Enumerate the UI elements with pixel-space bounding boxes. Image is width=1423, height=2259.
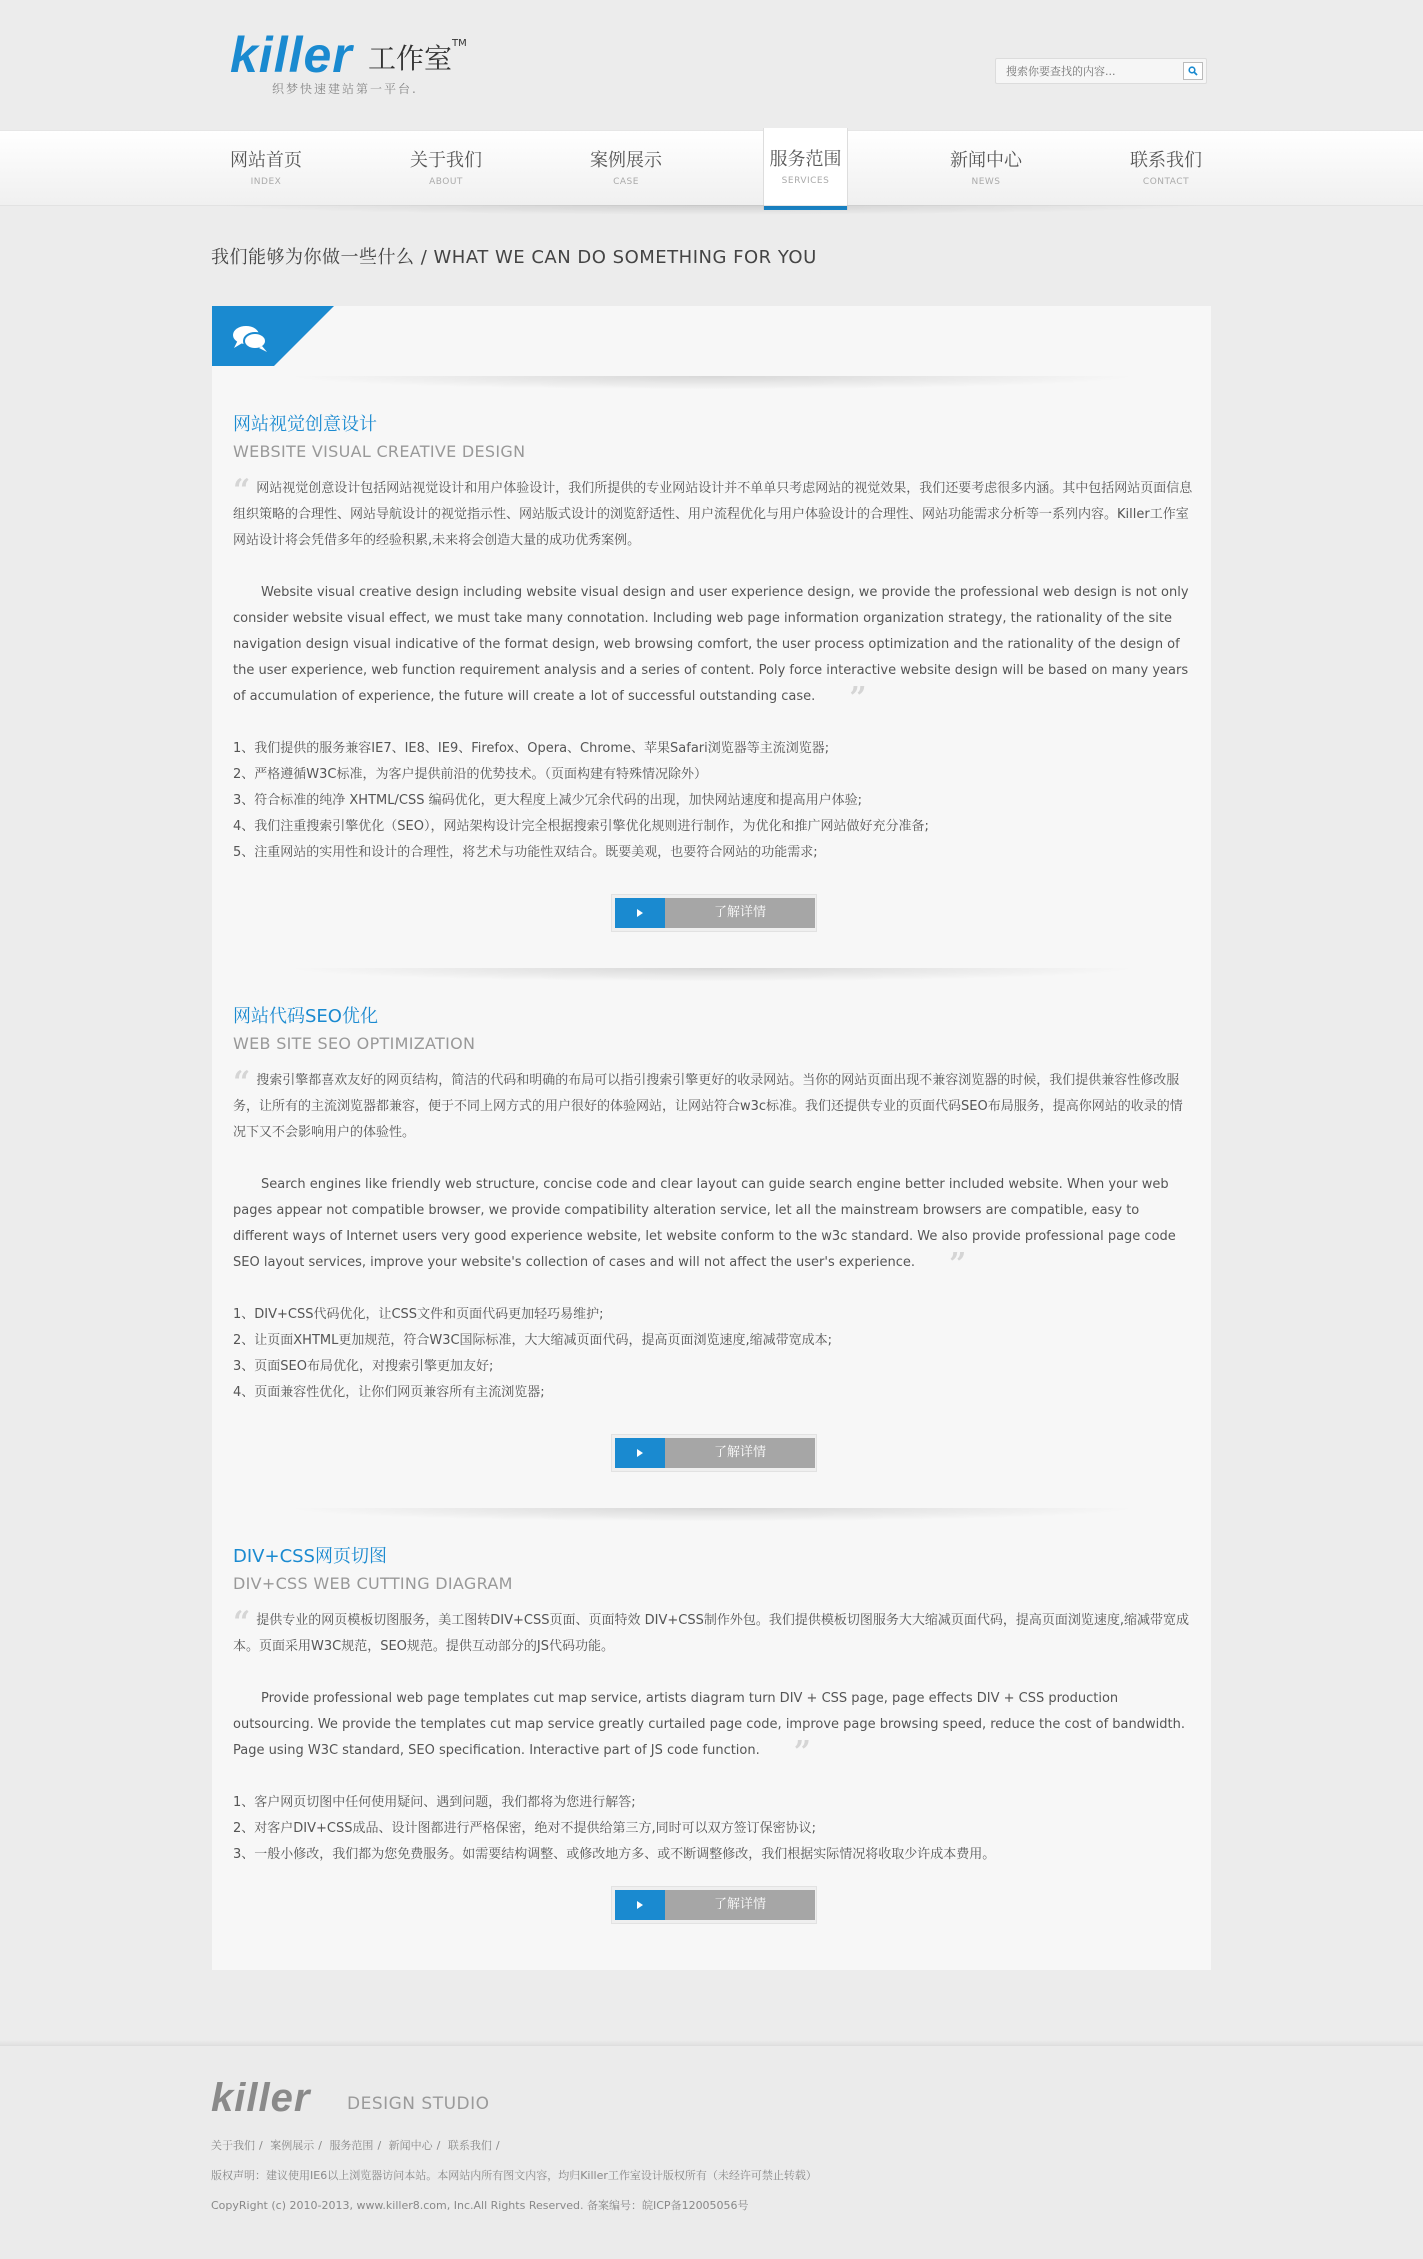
nav-sublabel: SERVICES: [781, 176, 830, 186]
services-panel: [211, 305, 1212, 1971]
quote-open-icon: “: [233, 1065, 251, 1100]
list-item: 4、我们注重搜索引擎优化（SEO），网站架构设计完全根据搜索引擎优化规则进行制作，为优化和推广网站做好充分准备;: [233, 819, 929, 834]
logo-cn: 工作室: [368, 42, 453, 75]
footer-logo-word: killer: [211, 2076, 311, 2120]
footer-copyright: CopyRight (c) 2010-2013, www.killer8.com, Inc.All Rights Reserved. 备案编号：皖ICP备12005056号: [211, 2199, 749, 2212]
list-item: 1、我们提供的服务兼容IE7、IE8、IE9、Firefox、Opera、Chrome、苹果Safari浏览器等主流浏览器;: [233, 741, 830, 756]
service-title[interactable]: 网站代码SEO优化: [233, 1006, 378, 1027]
divider: [272, 968, 1152, 982]
footer: [0, 2045, 1423, 2259]
search-button[interactable]: [1183, 62, 1203, 80]
main-nav: [0, 130, 1423, 206]
service-list: [233, 1790, 1193, 1868]
logo-slogan: 织梦快速建站第一平台.: [272, 82, 418, 96]
search-input[interactable]: [996, 59, 1180, 83]
service-title[interactable]: DIV+CSS网页切图: [233, 1546, 387, 1567]
list-item: 3、一般小修改，我们都为您免费服务。如需要结构调整、或修改地方多、或不断调整修改，我们根据实际情况将收取少许成本费用。: [233, 1847, 996, 1862]
nav-label: 联系我们: [1130, 150, 1202, 171]
nav-label: 案例展示: [590, 150, 662, 171]
page-title: 我们能够为你做一些什么 / WHAT WE CAN DO SOMETHING FOR YOU: [211, 247, 817, 268]
divider: [272, 1508, 1152, 1522]
nav-item-contact[interactable]: [1106, 131, 1226, 207]
service-desc-en: Website visual creative design including website visual design and user experience design, we provide the professional web design is not only consider website visual effect, we must take many connotation. Including web page information organization strategy, the rationality of the site navigation design visual indicative of the format design, web browsing comfort, the user process optimization and the rationality of the design of the user experience, web function requirement analysis and a series of content. Poly force interactive website design will be based on many years of accumulation of experience, the future will create a lot of successful outstanding case. ”: [233, 585, 1189, 716]
play-arrow-icon: [615, 1438, 665, 1468]
nav-sublabel: INDEX: [250, 177, 282, 187]
footer-links: 关于我们 / 案例展示 / 服务范围 / 新闻中心 / 联系我们 /: [211, 2139, 500, 2152]
button-label: 了解详情: [665, 1438, 815, 1468]
service-block: [233, 1546, 1193, 1868]
more-details-button[interactable]: [611, 894, 817, 932]
service-list: [233, 736, 1193, 866]
corner-badge: [212, 306, 334, 366]
service-block: [233, 1006, 1193, 1406]
logo-word: killer: [230, 27, 353, 83]
nav-item-news[interactable]: [926, 131, 1046, 207]
service-desc-en: Provide professional web page templates cut map service, artists diagram turn DIV + CSS page, page effects DIV + CSS production outsourcing. We provide the templates cut map service greatly curtailed page code, improve page browsing speed, reduce the cost of bandwidth. Page using W3C standard, SEO specification. Interactive part of JS code function. ”: [233, 1691, 1185, 1770]
search-box: [995, 58, 1207, 84]
nav-item-index[interactable]: [206, 131, 326, 207]
list-item: 1、DIV+CSS代码优化，让CSS文件和页面代码更加轻巧易维护;: [233, 1307, 604, 1322]
service-desc-cn: “ 搜索引擎都喜欢友好的网页结构，简洁的代码和明确的布局可以指引搜索引擎更好的收录网站。当你的网站页面出现不兼容浏览器的时候，我们提供兼容性修改服务，让所有的主流浏览器都兼容，便于不同上网方式的用户很好的体验网站，让网站符合w3c标准。我们还提供专业的页面代码SEO布局服务，提高你网站的收录的情况下又不会影响用户的体验性。: [233, 1065, 1183, 1140]
play-arrow-icon: [615, 898, 665, 928]
header: [0, 0, 1423, 130]
logo[interactable]: [230, 27, 490, 100]
list-item: 5、注重网站的实用性和设计的合理性，将艺术与功能性双结合。既要美观，也要符合网站的功能需求;: [233, 845, 818, 860]
service-subtitle: WEB SITE SEO OPTIMIZATION: [233, 1034, 476, 1053]
nav-sublabel: ABOUT: [429, 177, 463, 187]
footer-link-about[interactable]: 关于我们: [211, 2139, 255, 2152]
service-list: [233, 1302, 1193, 1406]
more-details-button[interactable]: [611, 1886, 817, 1924]
button-label: 了解详情: [665, 898, 815, 928]
button-label: 了解详情: [665, 1890, 815, 1920]
list-item: 1、客户网页切图中任何使用疑问、遇到问题，我们都将为您进行解答;: [233, 1795, 636, 1810]
nav-label: 网站首页: [230, 150, 302, 171]
logo-tm: TM: [452, 38, 467, 49]
footer-link-contact[interactable]: 联系我们: [447, 2139, 492, 2152]
quote-close-icon: ”: [849, 681, 867, 716]
nav-sublabel: CONTACT: [1142, 177, 1190, 187]
footer-notice: 版权声明：建议使用IE6以上浏览器访问本站。本网站内所有图文内容，均归Killer工作室设计版权所有（未经许可禁止转载）: [211, 2169, 817, 2182]
nav-label: 关于我们: [410, 150, 482, 171]
list-item: 2、让页面XHTML更加规范，符合W3C国际标准，大大缩减页面代码，提高页面浏览速度,缩减带宽成本;: [233, 1333, 833, 1348]
service-desc-en: Search engines like friendly web structure, concise code and clear layout can guide search engine better included website. When your web pages appear not compatible browser, we provide compatibility alteration service, let all the mainstream browsers are compatible, easy to different ways of Internet users very good experience website, let website conform to the w3c standard. We also provide professional page code SEO layout services, improve your website's collection of cases and will not affect the user's experience. ”: [233, 1177, 1176, 1282]
divider: [272, 376, 1152, 390]
nav-item-about[interactable]: [386, 131, 506, 207]
list-item: 4、页面兼容性优化，让你们网页兼容所有主流浏览器;: [233, 1385, 545, 1400]
nav-label: 新闻中心: [950, 150, 1022, 171]
footer-link-case[interactable]: 案例展示: [270, 2139, 315, 2152]
service-title[interactable]: 网站视觉创意设计: [233, 414, 377, 435]
list-item: 3、页面SEO布局优化，对搜索引擎更加友好;: [233, 1359, 494, 1374]
quote-open-icon: “: [233, 1605, 251, 1640]
quote-close-icon: ”: [949, 1247, 967, 1282]
play-arrow-icon: [615, 1890, 665, 1920]
footer-logo-sub: DESIGN STUDIO: [347, 2094, 490, 2114]
quote-open-icon: “: [233, 473, 251, 508]
list-item: 3、符合标准的纯净 XHTML/CSS 编码优化，更大程度上减少冗余代码的出现，加快网站速度和提高用户体验;: [233, 793, 862, 808]
list-item: 2、对客户DIV+CSS成品、设计图都进行严格保密，绝对不提供给第三方,同时可以双方签订保密协议;: [233, 1821, 816, 1836]
service-block: [233, 414, 1193, 866]
nav-shadow: [211, 205, 1212, 215]
quote-close-icon: ”: [793, 1735, 812, 1770]
nav-sublabel: CASE: [613, 177, 639, 187]
service-subtitle: DIV+CSS WEB CUTTING DIAGRAM: [233, 1574, 513, 1593]
service-desc-cn: “ 网站视觉创意设计包括网站视觉设计和用户体验设计，我们所提供的专业网站设计并不单单只考虑网站的视觉效果，我们还要考虑很多内涵。其中包括网站页面信息组织策略的合理性、网站导航设计的视觉指示性、网站版式设计的浏览舒适性、用户流程优化与用户体验设计的合理性、网站功能需求分析等一系列内容。Killer工作室网站设计将会凭借多年的经验积累,未来将会创造大量的成功优秀案例。: [233, 473, 1193, 548]
footer-link-news[interactable]: 新闻中心: [388, 2139, 433, 2152]
more-details-button[interactable]: [611, 1434, 817, 1472]
footer-link-services[interactable]: 服务范围: [329, 2139, 374, 2152]
service-subtitle: WEBSITE VISUAL CREATIVE DESIGN: [233, 442, 526, 461]
service-desc-cn: “ 提供专业的网页模板切图服务，美工图转DIV+CSS页面、页面特效 DIV+CSS制作外包。我们提供模板切图服务大大缩减页面代码，提高页面浏览速度,缩减带宽成本。页面采用W3C规范，SEO规范。提供互动部分的JS代码功能。: [233, 1605, 1189, 1654]
nav-item-services[interactable]: [763, 128, 848, 210]
nav-sublabel: NEWS: [971, 177, 1001, 187]
nav-item-case[interactable]: [566, 131, 686, 207]
search-icon: [1188, 66, 1198, 76]
list-item: 2、严格遵循W3C标准，为客户提供前沿的优势技术。（页面构建有特殊情况除外）: [233, 767, 707, 782]
nav-label: 服务范围: [769, 149, 842, 170]
